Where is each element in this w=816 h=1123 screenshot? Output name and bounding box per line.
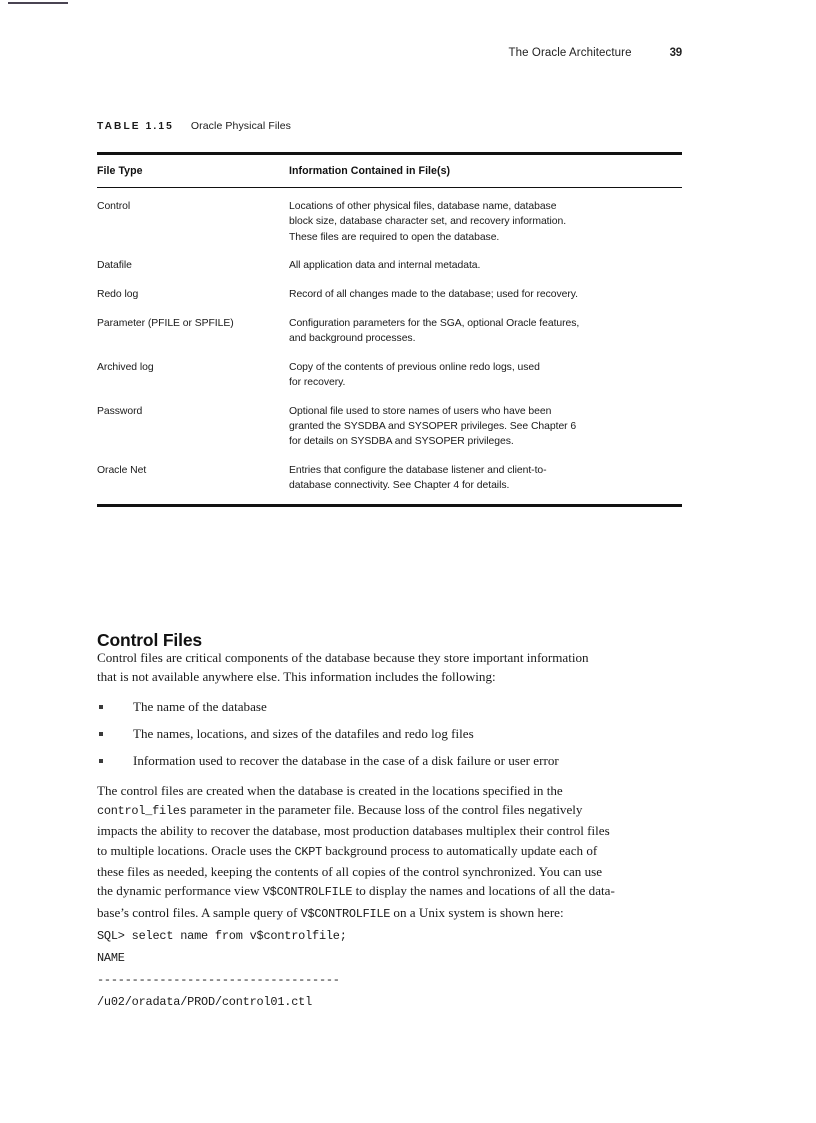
table-row bbox=[97, 463, 682, 493]
cell-information bbox=[289, 404, 682, 450]
info-line: database connectivity. See Chapter 4 for details. bbox=[289, 479, 510, 491]
cell-information bbox=[289, 316, 682, 346]
paragraph-line-text: base’s control files. A sample query of bbox=[97, 904, 301, 920]
control-files-paragraph bbox=[97, 781, 682, 924]
list-item-label: The name of the database bbox=[133, 698, 267, 714]
paragraph-line bbox=[97, 903, 682, 924]
page-number: 39 bbox=[669, 47, 682, 59]
table-caption-label: TABLE 1.15 bbox=[97, 121, 174, 132]
info-line: Entries that configure the database listener and client-to- bbox=[289, 464, 547, 476]
cell-information bbox=[289, 199, 682, 245]
paragraph-line-text: to multiple locations. Oracle uses the bbox=[97, 842, 295, 858]
info-line: All application data and internal metadata. bbox=[289, 260, 481, 272]
paragraph-line bbox=[97, 800, 682, 821]
running-head bbox=[97, 47, 682, 59]
control-file-contents-list bbox=[97, 693, 682, 774]
table-caption bbox=[97, 120, 291, 132]
info-line: Copy of the contents of previous online redo logs, used bbox=[289, 361, 540, 373]
cell-information bbox=[289, 463, 682, 493]
list-item bbox=[97, 720, 682, 747]
paragraph-line: these files as needed, keeping the contents of all copies of the control synchronized. You can use bbox=[97, 864, 603, 880]
paragraph-line: The control files are created when the database is created in the locations specified in the bbox=[97, 782, 563, 798]
cell-information bbox=[289, 287, 682, 302]
paragraph-line bbox=[97, 841, 682, 862]
code-ckpt: CKPT bbox=[294, 844, 322, 859]
cell-file-type: Archived log bbox=[97, 361, 154, 373]
info-line: Locations of other physical files, database name, database bbox=[289, 201, 557, 213]
info-line: block size, database character set, and recovery information. bbox=[289, 216, 567, 228]
cell-file-type: Password bbox=[97, 405, 143, 417]
table-row bbox=[97, 316, 682, 346]
info-line: and background processes. bbox=[289, 332, 416, 344]
square-bullet-icon bbox=[99, 705, 103, 709]
square-bullet-icon bbox=[99, 732, 103, 736]
info-line: for recovery. bbox=[289, 376, 346, 388]
paragraph-line: Control files are critical components of the database because they store important information bbox=[97, 650, 589, 665]
info-line: Record of all changes made to the database; used for recovery. bbox=[289, 289, 578, 301]
cell-information bbox=[289, 360, 682, 390]
page-content bbox=[97, 0, 682, 1123]
running-head-title: The Oracle Architecture bbox=[508, 47, 632, 59]
paragraph-line-text: background process to automatically update each of bbox=[322, 842, 598, 858]
cell-file-type: Datafile bbox=[97, 260, 132, 272]
sql-code-block bbox=[97, 925, 682, 1013]
section-heading-control-files: Control Files bbox=[97, 629, 202, 650]
code-vcontrolfile-1: V$CONTROLFILE bbox=[262, 885, 353, 900]
crop-mark bbox=[8, 2, 68, 4]
paragraph-line: impacts the ability to recover the database, most production databases multiplex their control files bbox=[97, 823, 610, 839]
code-line-separator: ----------------------------------- bbox=[97, 973, 340, 987]
info-line: granted the SYSDBA and SYSOPER privileges. See Chapter 6 bbox=[289, 420, 577, 432]
paragraph-line-text: on a Unix system is shown here: bbox=[390, 904, 564, 920]
table-body bbox=[97, 188, 682, 504]
code-control-files-param: control_files bbox=[97, 804, 187, 819]
table-row bbox=[97, 287, 682, 302]
table-caption-title: Oracle Physical Files bbox=[190, 120, 291, 132]
list-item bbox=[97, 747, 682, 774]
paragraph-line bbox=[97, 881, 682, 902]
code-vcontrolfile-2: V$CONTROLFILE bbox=[300, 906, 391, 921]
cell-file-type: Redo log bbox=[97, 289, 139, 301]
cell-file-type: Parameter (PFILE or SPFILE) bbox=[97, 317, 234, 329]
cell-file-type: Oracle Net bbox=[97, 464, 147, 476]
paragraph-line-text: the dynamic performance view bbox=[97, 883, 263, 899]
info-line: Configuration parameters for the SGA, optional Oracle features, bbox=[289, 317, 580, 329]
info-line: for details on SYSDBA and SYSOPER privileges. bbox=[289, 435, 514, 447]
cell-information bbox=[289, 258, 682, 273]
table-header-row bbox=[97, 155, 682, 188]
table-row bbox=[97, 199, 682, 245]
table-header-file-type: File Type bbox=[97, 165, 143, 177]
table-row bbox=[97, 404, 682, 450]
list-item-label: The names, locations, and sizes of the datafiles and redo log files bbox=[133, 725, 474, 741]
list-item-label: Information used to recover the database in the case of a disk failure or user error bbox=[133, 752, 559, 768]
table-row bbox=[97, 258, 682, 273]
list-item bbox=[97, 693, 682, 720]
code-line-result: /u02/oradata/PROD/control01.ctl bbox=[97, 995, 313, 1009]
oracle-physical-files-table bbox=[97, 152, 682, 507]
body-text-flow bbox=[97, 648, 682, 924]
paragraph-line-text: parameter in the parameter file. Because loss of the control files negatively bbox=[186, 802, 583, 818]
intro-paragraph bbox=[97, 648, 682, 687]
paragraph-line: that is not available anywhere else. This information includes the following: bbox=[97, 669, 496, 685]
square-bullet-icon bbox=[99, 759, 103, 763]
code-line-sql-query: SQL> select name from v$controlfile; bbox=[97, 929, 347, 943]
cell-file-type: Control bbox=[97, 201, 131, 213]
code-line-column-header: NAME bbox=[97, 951, 125, 965]
paragraph-line-text: to display the names and locations of all the data- bbox=[352, 883, 615, 899]
info-line: Optional file used to store names of users who have been bbox=[289, 405, 552, 417]
info-line: These files are required to open the database. bbox=[289, 231, 500, 243]
table-row bbox=[97, 360, 682, 390]
table-header-information: Information Contained in File(s) bbox=[289, 165, 451, 177]
